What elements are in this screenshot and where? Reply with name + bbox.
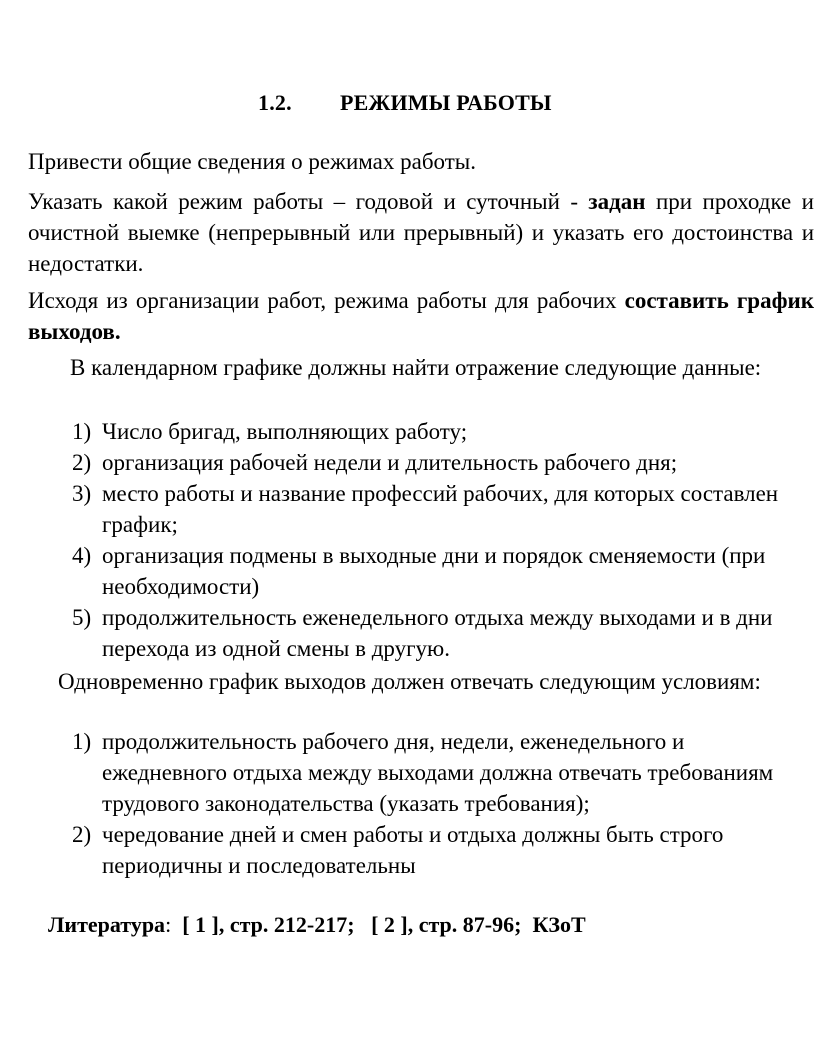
list-marker: 5) bbox=[72, 605, 92, 630]
list-item bbox=[72, 447, 812, 478]
literature-colon: : bbox=[165, 912, 172, 937]
list-marker: 2) bbox=[72, 450, 92, 475]
intro-paragraph: Привести общие сведения о режимах работы. bbox=[28, 149, 476, 174]
list-item-text: продолжительность еженедельного отдыха между выходами и в дни перехода из одной смены в другую. bbox=[102, 605, 773, 661]
conditions-list bbox=[72, 726, 812, 881]
conditions-intro: Одновременно график выходов должен отвечать следующим условиям: bbox=[58, 669, 761, 694]
list-marker: 1) bbox=[72, 419, 92, 444]
list-item bbox=[72, 540, 812, 602]
section-number: 1.2. bbox=[258, 90, 292, 115]
calendar-list bbox=[72, 416, 812, 664]
list-item-text: Число бригад, выполняющих работу; bbox=[102, 419, 468, 444]
section-heading bbox=[258, 90, 552, 116]
list-marker: 3) bbox=[72, 481, 92, 506]
mode-text-1: Указать какой режим работы – годовой и суточный - bbox=[28, 189, 589, 214]
mode-paragraph bbox=[28, 186, 814, 279]
schedule-bold: составить график выходов. bbox=[28, 288, 814, 344]
literature-label: Литература bbox=[48, 912, 166, 937]
list-marker: 1) bbox=[72, 729, 92, 754]
list-item bbox=[72, 726, 812, 819]
section-title: РЕЖИМЫ РАБОТЫ bbox=[340, 90, 552, 115]
list-item bbox=[72, 416, 812, 447]
list-item-text: организация подмены в выходные дни и порядок сменяемости (при необходимости) bbox=[102, 543, 766, 599]
calendar-intro: В календарном графике должны найти отражение следующие данные: bbox=[70, 355, 762, 380]
mode-bold: задан bbox=[588, 189, 646, 214]
list-item-text: организация рабочей недели и длительность рабочего дня; bbox=[102, 450, 678, 475]
list-item bbox=[72, 819, 812, 881]
schedule-text: Исходя из организации работ, режима работы для рабочих bbox=[28, 288, 625, 313]
list-item-text: место работы и название профессий рабочих, для которых составлен график; bbox=[102, 481, 779, 537]
list-item bbox=[72, 602, 812, 664]
literature-refs: [ 1 ], стр. 212-217; [ 2 ], стр. 87-96; КЗоТ bbox=[171, 912, 586, 937]
list-item bbox=[72, 478, 812, 540]
list-marker: 2) bbox=[72, 822, 92, 847]
mode-text-2: при проходке и очистной выемке (непрерывный или прерывный) и указать его достоинства и недостатки. bbox=[28, 189, 814, 276]
list-item-text: чередование дней и смен работы и отдыха должны быть строго периодичны и последовательны bbox=[102, 822, 724, 878]
list-marker: 4) bbox=[72, 543, 92, 568]
schedule-paragraph bbox=[28, 285, 814, 347]
literature-line bbox=[48, 912, 586, 938]
list-item-text: продолжительность рабочего дня, недели, еженедельного и ежедневного отдыха между выходами должна отвечать требованиям трудового законодательства (указать требования); bbox=[102, 729, 774, 816]
